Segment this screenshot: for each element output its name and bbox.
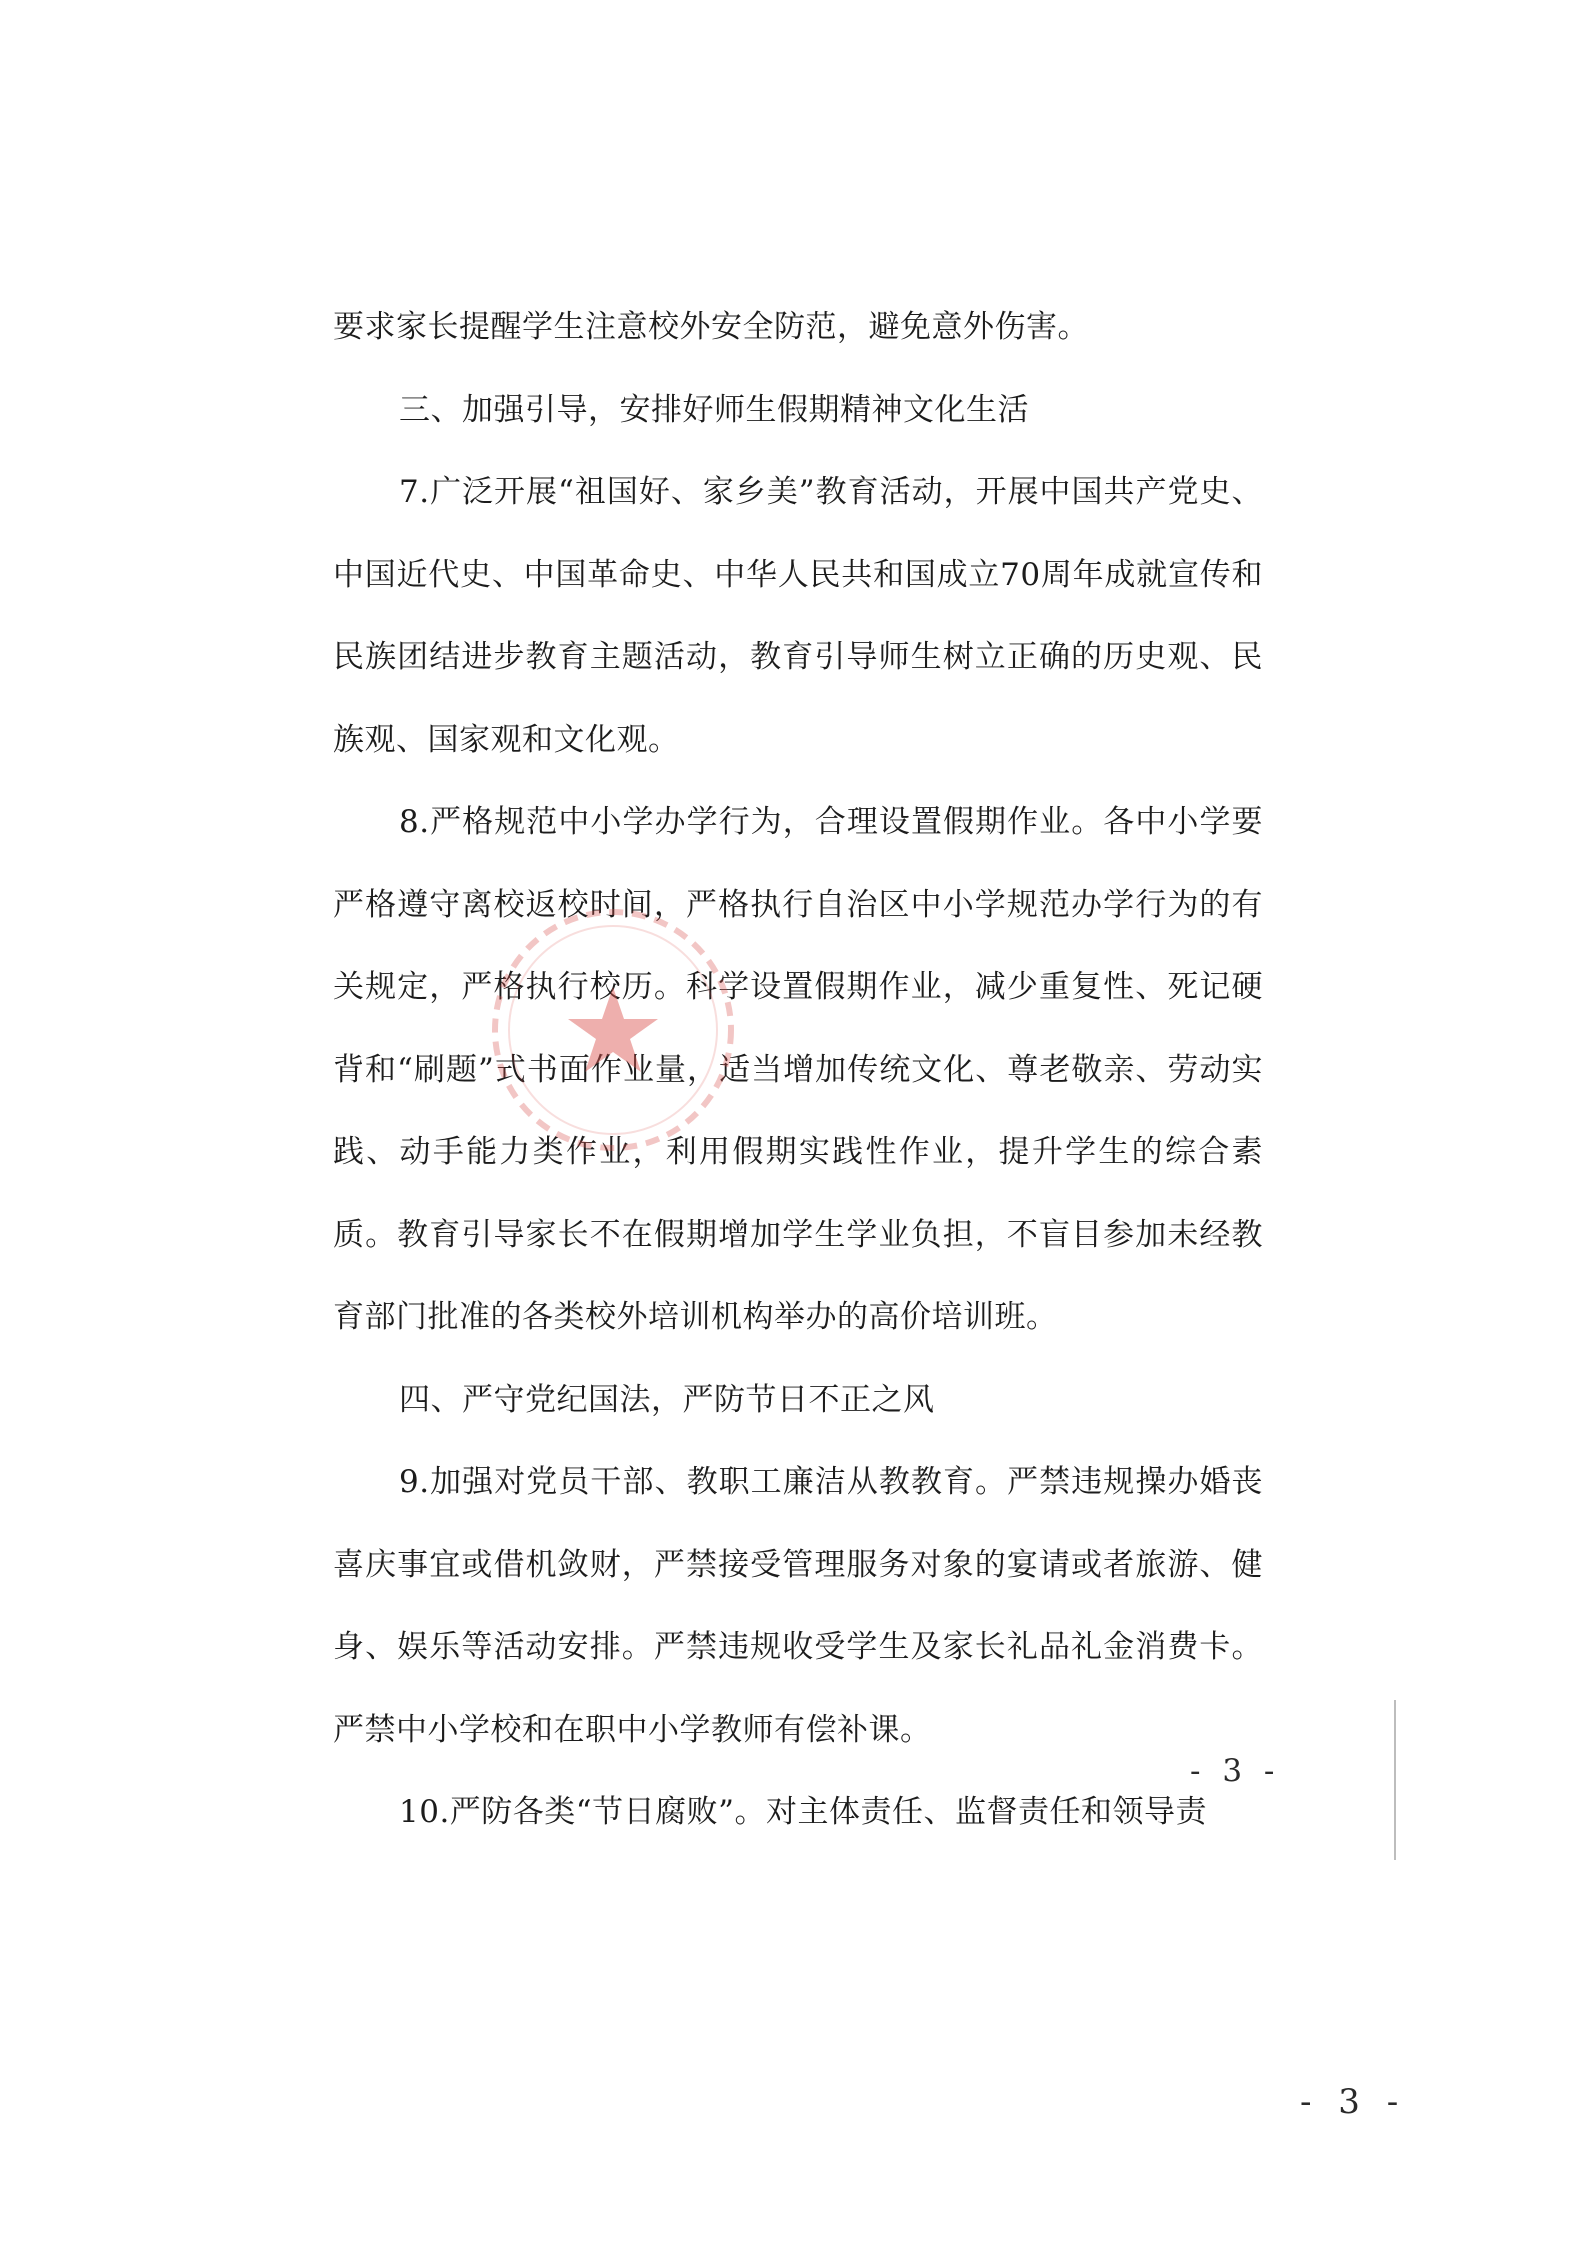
page-number: - 3 - xyxy=(1300,2082,1407,2122)
section-heading-3: 三、加强引导，安排好师生假期精神文化生活 xyxy=(399,391,1029,428)
paragraph-item-9: 9.加强对党员干部、教职工廉洁从教教育。严禁违规操办婚丧喜庆事宜或借机敛财，严禁接受管理服务对象的宴请或者旅游、健身、娱乐等活动安排。严禁违规收受学生及家长礼品礼金消费卡。严禁中小学校和在职中小学教师有偿补课。 xyxy=(333,1464,1263,1748)
document-body xyxy=(333,286,1263,1854)
paragraph-item-10: 10.严防各类“节日腐败”。对主体责任、监督责任和领导责 xyxy=(399,1794,1207,1830)
paragraph-item-7: 7.广泛开展“祖国好、家乡美”教育活动，开展中国共产党史、中国近代史、中国革命史、中华人民共和国成立70周年成就宣传和民族团结进步教育主题活动，教育引导师生树立正确的历史观、民族观、国家观和文化观。 xyxy=(333,474,1263,758)
section-heading-4: 四、严守党纪国法，严防节日不正之风 xyxy=(399,1381,935,1418)
scan-edge-line xyxy=(1394,1700,1396,1860)
paragraph-item-8: 8.严格规范中小学办学行为，合理设置假期作业。各中小学要严格遵守离校返校时间，严格执行自治区中小学规范办学行为的有关规定，严格执行校历。科学设置假期作业，减少重复性、死记硬背和“刷题”式书面作业量，适当增加传统文化、尊老敬亲、劳动实践、动手能力类作业，利用假期实践性作业，提升学生的综合素质。教育引导家长不在假期增加学生学业负担，不盲目参加未经教育部门批准的各类校外培训机构举办的高价培训班。 xyxy=(333,804,1263,1335)
inner-page-number: - 3 - xyxy=(1190,1753,1281,1789)
paragraph-continuation: 要求家长提醒学生注意校外安全防范，避免意外伤害。 xyxy=(333,309,1089,345)
